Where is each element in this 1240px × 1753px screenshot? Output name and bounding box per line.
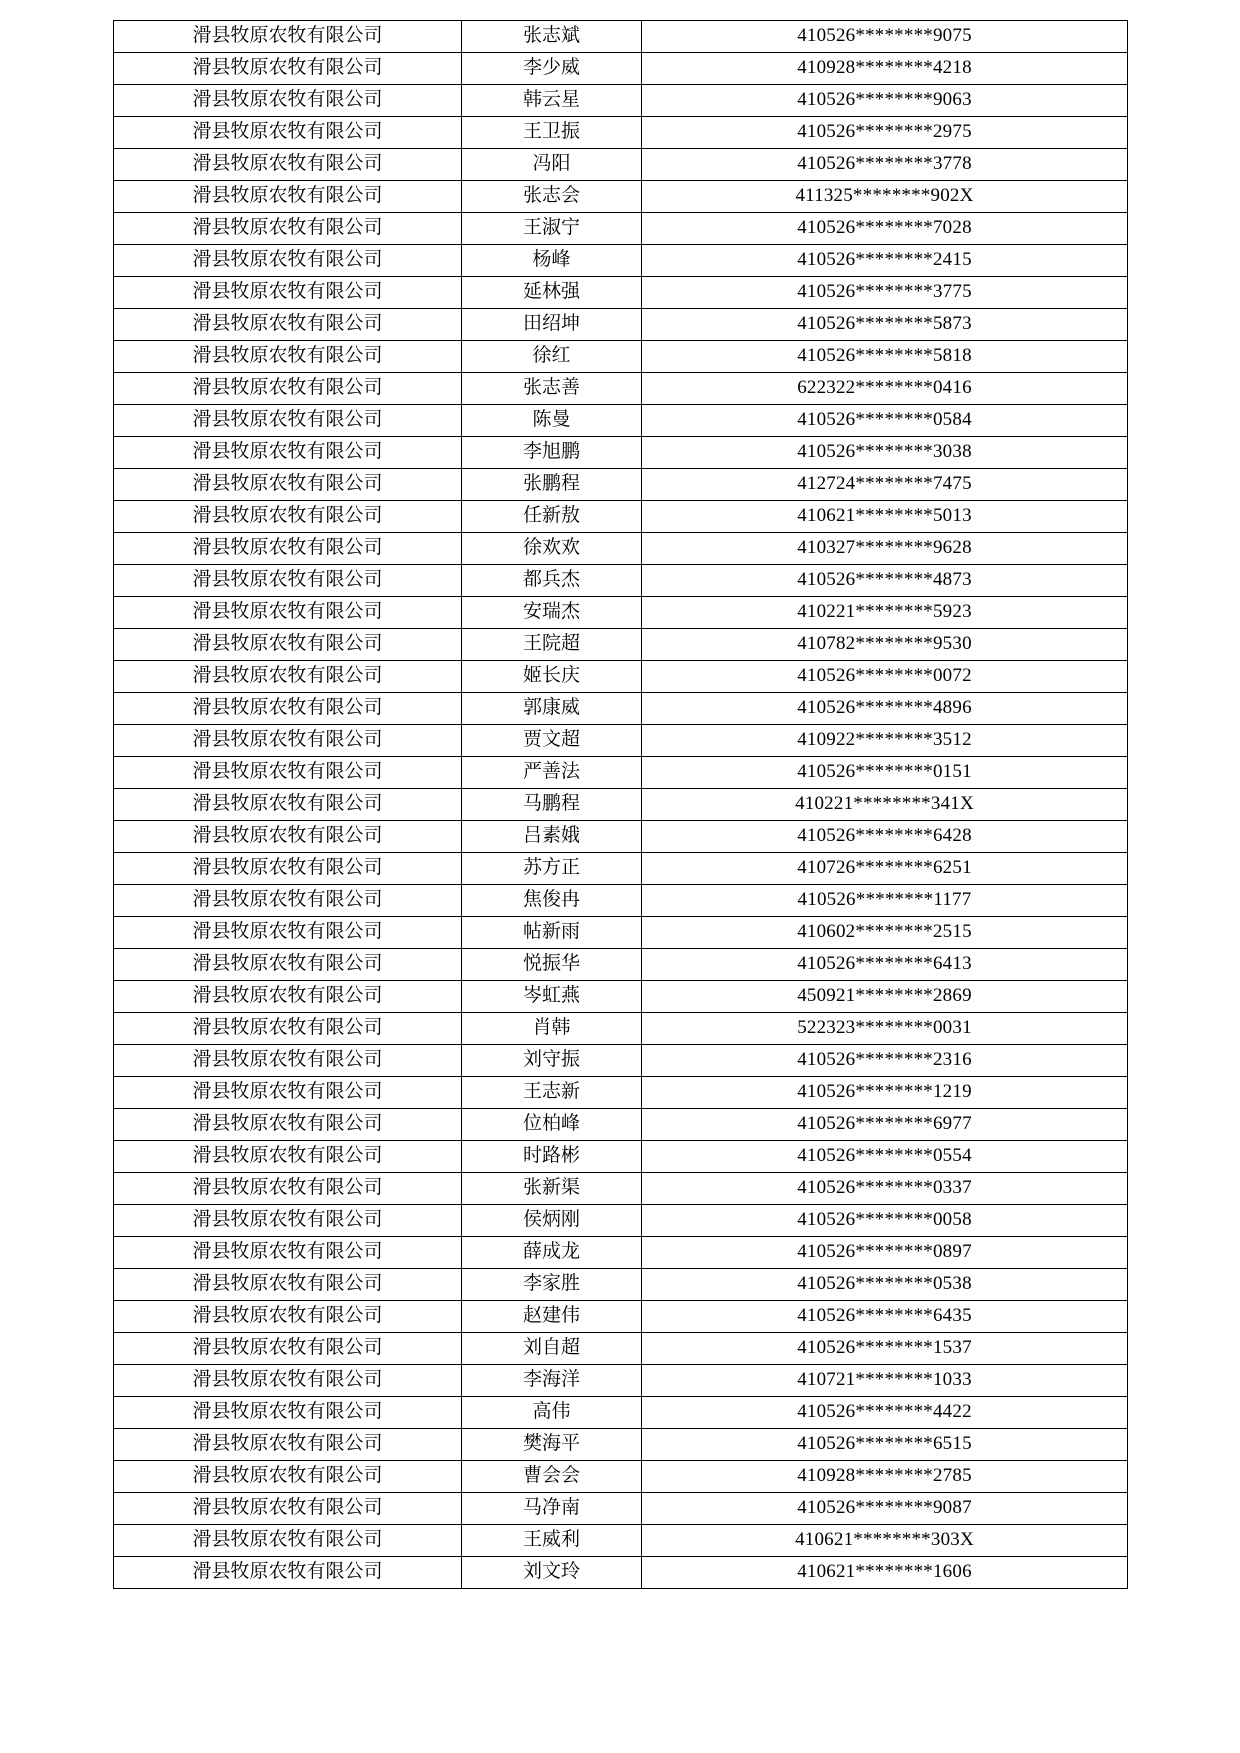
table-row xyxy=(114,1429,1128,1461)
cell-name: 苏方正 xyxy=(462,853,642,885)
cell-id-number: 410526********0072 xyxy=(642,661,1128,693)
cell-name: 王志新 xyxy=(462,1077,642,1109)
cell-company: 滑县牧原农牧有限公司 xyxy=(114,405,462,437)
cell-id-number: 410721********1033 xyxy=(642,1365,1128,1397)
cell-name: 张志善 xyxy=(462,373,642,405)
cell-id-number: 410526********2316 xyxy=(642,1045,1128,1077)
cell-id-number: 410621********5013 xyxy=(642,501,1128,533)
table-row xyxy=(114,21,1128,53)
cell-name: 贾文超 xyxy=(462,725,642,757)
cell-company: 滑县牧原农牧有限公司 xyxy=(114,629,462,661)
cell-name: 冯阳 xyxy=(462,149,642,181)
table-row xyxy=(114,469,1128,501)
cell-id-number: 410526********0058 xyxy=(642,1205,1128,1237)
cell-id-number: 410602********2515 xyxy=(642,917,1128,949)
cell-company: 滑县牧原农牧有限公司 xyxy=(114,1141,462,1173)
cell-company: 滑县牧原农牧有限公司 xyxy=(114,1077,462,1109)
cell-name: 赵建伟 xyxy=(462,1301,642,1333)
table-row xyxy=(114,1141,1128,1173)
cell-name: 刘守振 xyxy=(462,1045,642,1077)
cell-company: 滑县牧原农牧有限公司 xyxy=(114,821,462,853)
table-row xyxy=(114,53,1128,85)
cell-id-number: 412724********7475 xyxy=(642,469,1128,501)
cell-id-number: 410526********5873 xyxy=(642,309,1128,341)
table-row xyxy=(114,597,1128,629)
table-row xyxy=(114,1493,1128,1525)
cell-id-number: 410621********1606 xyxy=(642,1557,1128,1589)
cell-name: 位柏峰 xyxy=(462,1109,642,1141)
cell-company: 滑县牧原农牧有限公司 xyxy=(114,181,462,213)
table-row xyxy=(114,117,1128,149)
cell-name: 李家胜 xyxy=(462,1269,642,1301)
cell-name: 郭康威 xyxy=(462,693,642,725)
cell-name: 时路彬 xyxy=(462,1141,642,1173)
table-row xyxy=(114,501,1128,533)
cell-company: 滑县牧原农牧有限公司 xyxy=(114,1333,462,1365)
cell-company: 滑县牧原农牧有限公司 xyxy=(114,661,462,693)
cell-id-number: 411325********902X xyxy=(642,181,1128,213)
cell-company: 滑县牧原农牧有限公司 xyxy=(114,789,462,821)
table-row xyxy=(114,565,1128,597)
table-row xyxy=(114,1045,1128,1077)
cell-id-number: 410526********2415 xyxy=(642,245,1128,277)
table-row xyxy=(114,1461,1128,1493)
cell-name: 悦振华 xyxy=(462,949,642,981)
table-row xyxy=(114,1109,1128,1141)
cell-company: 滑县牧原农牧有限公司 xyxy=(114,21,462,53)
cell-company: 滑县牧原农牧有限公司 xyxy=(114,1525,462,1557)
cell-name: 刘自超 xyxy=(462,1333,642,1365)
table-row xyxy=(114,853,1128,885)
cell-id-number: 410526********9087 xyxy=(642,1493,1128,1525)
cell-name: 曹会会 xyxy=(462,1461,642,1493)
cell-name: 李海洋 xyxy=(462,1365,642,1397)
cell-name: 刘文玲 xyxy=(462,1557,642,1589)
cell-company: 滑县牧原农牧有限公司 xyxy=(114,117,462,149)
cell-name: 帖新雨 xyxy=(462,917,642,949)
table-row xyxy=(114,725,1128,757)
cell-id-number: 410526********9063 xyxy=(642,85,1128,117)
cell-name: 张志会 xyxy=(462,181,642,213)
cell-id-number: 410526********0554 xyxy=(642,1141,1128,1173)
cell-id-number: 410526********6515 xyxy=(642,1429,1128,1461)
cell-id-number: 410526********9075 xyxy=(642,21,1128,53)
table-row xyxy=(114,373,1128,405)
cell-company: 滑县牧原农牧有限公司 xyxy=(114,1557,462,1589)
cell-company: 滑县牧原农牧有限公司 xyxy=(114,693,462,725)
cell-id-number: 410526********5818 xyxy=(642,341,1128,373)
cell-company: 滑县牧原农牧有限公司 xyxy=(114,501,462,533)
employee-roster-table xyxy=(113,20,1128,1589)
cell-id-number: 410526********2975 xyxy=(642,117,1128,149)
cell-company: 滑县牧原农牧有限公司 xyxy=(114,1365,462,1397)
table-row xyxy=(114,533,1128,565)
cell-id-number: 410928********2785 xyxy=(642,1461,1128,1493)
cell-company: 滑县牧原农牧有限公司 xyxy=(114,1205,462,1237)
cell-name: 焦俊冉 xyxy=(462,885,642,917)
cell-id-number: 410327********9628 xyxy=(642,533,1128,565)
cell-name: 马鹏程 xyxy=(462,789,642,821)
cell-id-number: 410526********0337 xyxy=(642,1173,1128,1205)
cell-id-number: 450921********2869 xyxy=(642,981,1128,1013)
cell-company: 滑县牧原农牧有限公司 xyxy=(114,565,462,597)
table-row xyxy=(114,1365,1128,1397)
cell-id-number: 410526********0897 xyxy=(642,1237,1128,1269)
cell-id-number: 410526********6977 xyxy=(642,1109,1128,1141)
table-row xyxy=(114,1205,1128,1237)
cell-name: 田绍坤 xyxy=(462,309,642,341)
cell-name: 安瑞杰 xyxy=(462,597,642,629)
table-row xyxy=(114,213,1128,245)
cell-company: 滑县牧原农牧有限公司 xyxy=(114,373,462,405)
table-row xyxy=(114,149,1128,181)
cell-id-number: 410526********7028 xyxy=(642,213,1128,245)
cell-company: 滑县牧原农牧有限公司 xyxy=(114,949,462,981)
cell-name: 徐欢欢 xyxy=(462,533,642,565)
cell-name: 都兵杰 xyxy=(462,565,642,597)
table-row xyxy=(114,821,1128,853)
cell-id-number: 410726********6251 xyxy=(642,853,1128,885)
cell-name: 吕素娥 xyxy=(462,821,642,853)
cell-id-number: 410526********6435 xyxy=(642,1301,1128,1333)
cell-company: 滑县牧原农牧有限公司 xyxy=(114,757,462,789)
cell-id-number: 622322********0416 xyxy=(642,373,1128,405)
table-body xyxy=(114,21,1128,1589)
cell-company: 滑县牧原农牧有限公司 xyxy=(114,309,462,341)
table-row xyxy=(114,405,1128,437)
table-row xyxy=(114,1333,1128,1365)
cell-company: 滑县牧原农牧有限公司 xyxy=(114,1237,462,1269)
table-row xyxy=(114,1077,1128,1109)
cell-company: 滑县牧原农牧有限公司 xyxy=(114,1109,462,1141)
cell-id-number: 410782********9530 xyxy=(642,629,1128,661)
cell-company: 滑县牧原农牧有限公司 xyxy=(114,533,462,565)
table-row xyxy=(114,1013,1128,1045)
table-row xyxy=(114,1301,1128,1333)
cell-id-number: 410526********1177 xyxy=(642,885,1128,917)
table-row xyxy=(114,949,1128,981)
table-row xyxy=(114,309,1128,341)
cell-id-number: 410526********3778 xyxy=(642,149,1128,181)
table-row xyxy=(114,885,1128,917)
table-row xyxy=(114,1237,1128,1269)
cell-name: 肖韩 xyxy=(462,1013,642,1045)
cell-company: 滑县牧原农牧有限公司 xyxy=(114,1173,462,1205)
cell-name: 薛成龙 xyxy=(462,1237,642,1269)
table-row xyxy=(114,1557,1128,1589)
cell-company: 滑县牧原农牧有限公司 xyxy=(114,277,462,309)
cell-id-number: 410621********303X xyxy=(642,1525,1128,1557)
cell-company: 滑县牧原农牧有限公司 xyxy=(114,1045,462,1077)
cell-company: 滑县牧原农牧有限公司 xyxy=(114,149,462,181)
cell-name: 张志斌 xyxy=(462,21,642,53)
cell-id-number: 410526********3038 xyxy=(642,437,1128,469)
cell-company: 滑县牧原农牧有限公司 xyxy=(114,469,462,501)
cell-id-number: 410526********0151 xyxy=(642,757,1128,789)
cell-id-number: 410526********6413 xyxy=(642,949,1128,981)
cell-id-number: 410526********1219 xyxy=(642,1077,1128,1109)
table-row xyxy=(114,789,1128,821)
cell-company: 滑县牧原农牧有限公司 xyxy=(114,53,462,85)
cell-id-number: 522323********0031 xyxy=(642,1013,1128,1045)
cell-id-number: 410526********4873 xyxy=(642,565,1128,597)
cell-company: 滑县牧原农牧有限公司 xyxy=(114,1429,462,1461)
table-row xyxy=(114,181,1128,213)
cell-company: 滑县牧原农牧有限公司 xyxy=(114,341,462,373)
cell-company: 滑县牧原农牧有限公司 xyxy=(114,437,462,469)
cell-company: 滑县牧原农牧有限公司 xyxy=(114,981,462,1013)
cell-name: 徐红 xyxy=(462,341,642,373)
cell-company: 滑县牧原农牧有限公司 xyxy=(114,853,462,885)
cell-company: 滑县牧原农牧有限公司 xyxy=(114,725,462,757)
cell-company: 滑县牧原农牧有限公司 xyxy=(114,85,462,117)
cell-name: 侯炳刚 xyxy=(462,1205,642,1237)
cell-company: 滑县牧原农牧有限公司 xyxy=(114,917,462,949)
cell-name: 陈曼 xyxy=(462,405,642,437)
table-row xyxy=(114,1525,1128,1557)
cell-id-number: 410526********4896 xyxy=(642,693,1128,725)
cell-name: 岑虹燕 xyxy=(462,981,642,1013)
cell-name: 樊海平 xyxy=(462,1429,642,1461)
cell-name: 王院超 xyxy=(462,629,642,661)
cell-id-number: 410526********3775 xyxy=(642,277,1128,309)
cell-name: 韩云星 xyxy=(462,85,642,117)
table-row xyxy=(114,693,1128,725)
cell-company: 滑县牧原农牧有限公司 xyxy=(114,213,462,245)
cell-name: 张新渠 xyxy=(462,1173,642,1205)
cell-id-number: 410526********6428 xyxy=(642,821,1128,853)
cell-name: 任新敖 xyxy=(462,501,642,533)
cell-id-number: 410221********5923 xyxy=(642,597,1128,629)
table-row xyxy=(114,757,1128,789)
cell-name: 李旭鹏 xyxy=(462,437,642,469)
cell-company: 滑县牧原农牧有限公司 xyxy=(114,1397,462,1429)
table-row xyxy=(114,661,1128,693)
cell-company: 滑县牧原农牧有限公司 xyxy=(114,1301,462,1333)
cell-name: 王威利 xyxy=(462,1525,642,1557)
table-row xyxy=(114,1397,1128,1429)
cell-id-number: 410922********3512 xyxy=(642,725,1128,757)
table-row xyxy=(114,1269,1128,1301)
table-row xyxy=(114,341,1128,373)
cell-company: 滑县牧原农牧有限公司 xyxy=(114,245,462,277)
cell-id-number: 410526********4422 xyxy=(642,1397,1128,1429)
table-row xyxy=(114,437,1128,469)
cell-name: 王卫振 xyxy=(462,117,642,149)
table-row xyxy=(114,277,1128,309)
cell-name: 马净南 xyxy=(462,1493,642,1525)
table-row xyxy=(114,1173,1128,1205)
cell-company: 滑县牧原农牧有限公司 xyxy=(114,1013,462,1045)
cell-company: 滑县牧原农牧有限公司 xyxy=(114,597,462,629)
cell-name: 高伟 xyxy=(462,1397,642,1429)
cell-id-number: 410221********341X xyxy=(642,789,1128,821)
cell-name: 严善法 xyxy=(462,757,642,789)
cell-company: 滑县牧原农牧有限公司 xyxy=(114,1493,462,1525)
cell-name: 延林强 xyxy=(462,277,642,309)
cell-company: 滑县牧原农牧有限公司 xyxy=(114,1461,462,1493)
cell-name: 杨峰 xyxy=(462,245,642,277)
cell-id-number: 410928********4218 xyxy=(642,53,1128,85)
cell-id-number: 410526********1537 xyxy=(642,1333,1128,1365)
cell-id-number: 410526********0584 xyxy=(642,405,1128,437)
table-row xyxy=(114,981,1128,1013)
cell-name: 姬长庆 xyxy=(462,661,642,693)
cell-name: 王淑宁 xyxy=(462,213,642,245)
cell-id-number: 410526********0538 xyxy=(642,1269,1128,1301)
table-row xyxy=(114,629,1128,661)
table-row xyxy=(114,85,1128,117)
cell-company: 滑县牧原农牧有限公司 xyxy=(114,885,462,917)
table-row xyxy=(114,245,1128,277)
cell-name: 李少威 xyxy=(462,53,642,85)
table-row xyxy=(114,917,1128,949)
cell-company: 滑县牧原农牧有限公司 xyxy=(114,1269,462,1301)
cell-name: 张鹏程 xyxy=(462,469,642,501)
